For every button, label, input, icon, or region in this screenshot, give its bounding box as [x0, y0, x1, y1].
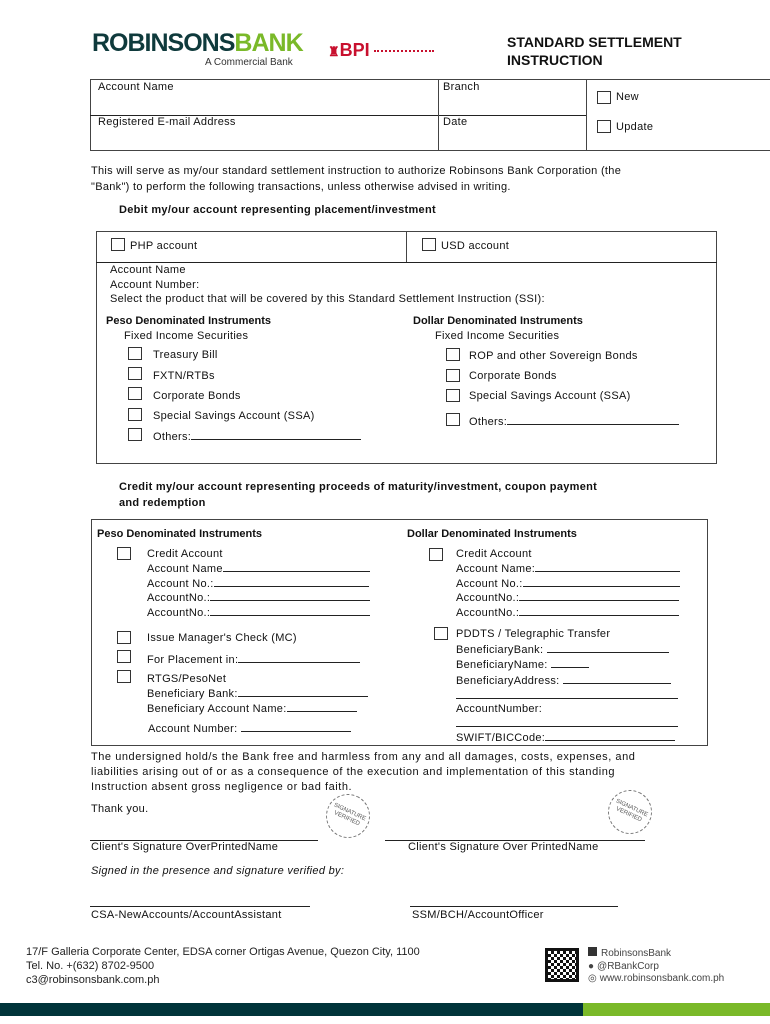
dollar-account-number[interactable]: AccountNumber:: [456, 703, 543, 715]
bpi-logo: ♜BPI: [328, 39, 434, 63]
product-label: Special Savings Account (SSA): [153, 410, 315, 422]
placement-field[interactable]: For Placement in:: [147, 653, 360, 666]
footer-bar-green: [583, 1003, 770, 1016]
update-label: Update: [616, 121, 654, 133]
social-links: [588, 947, 724, 986]
twitter-link[interactable]: @RBankCorp: [597, 960, 659, 972]
update-checkbox[interactable]: [597, 120, 611, 133]
ssm-label: SSM/BCH/AccountOfficer: [412, 909, 544, 921]
debit-dollar-title: Dollar Denominated Instruments: [413, 315, 583, 327]
footer-address: 17/F Galleria Corporate Center, EDSA corner Ortigas Avenue, Quezon City, 1100 Tel. No. +(632) 8702-9500 c3@robinsonsbank.com.ph: [26, 946, 420, 986]
client-signature-label: Client's Signature OverPrintedName: [91, 841, 279, 853]
email-field[interactable]: Registered E-mail Address: [98, 116, 236, 128]
debit-heading: Debit my/our account representing placement/investment: [119, 204, 436, 216]
new-checkbox[interactable]: [597, 91, 611, 104]
peso-credit-account-fields[interactable]: Credit Account Account Name Account No.: AccountNo.: AccountNo.:: [147, 547, 370, 621]
product-label: Treasury Bill: [153, 349, 218, 361]
dollar-credit-account-checkbox[interactable]: [429, 548, 443, 561]
debit-dollar-subtitle: Fixed Income Securities: [435, 330, 560, 342]
usd-account-checkbox[interactable]: [422, 238, 436, 251]
logo-accent: BANK: [234, 29, 303, 57]
page-title: STANDARD SETTLEMENT INSTRUCTION: [507, 34, 682, 68]
signed-presence-text: Signed in the presence and signature verified by:: [91, 865, 345, 877]
dollar-ssa-checkbox[interactable]: [446, 389, 460, 402]
managers-check-checkbox[interactable]: [117, 631, 131, 644]
peso-others-checkbox[interactable]: [128, 428, 142, 441]
product-label: ROP and other Sovereign Bonds: [469, 350, 638, 362]
account-name-field[interactable]: Account Name: [98, 81, 174, 93]
signature-verified-stamp: SIGNATURE VERIFIED: [601, 783, 659, 841]
intro-text: This will serve as my/our standard settlement instruction to authorize Robinsons Bank Corporation (the "Bank") to perform the following transactions, unless otherwise advised in writing.: [91, 165, 622, 193]
rop-checkbox[interactable]: [446, 348, 460, 361]
facebook-link[interactable]: RobinsonsBank: [601, 948, 672, 959]
date-field[interactable]: Date: [443, 116, 468, 128]
client-signature-label: Client's Signature Over PrintedName: [408, 841, 599, 853]
website-link[interactable]: www.robinsonsbank.com.ph: [599, 973, 725, 984]
credit-dollar-title: Dollar Denominated Instruments: [407, 528, 577, 540]
logo-main: ROBINSONS: [92, 29, 235, 57]
product-label: Special Savings Account (SSA): [469, 390, 631, 402]
pddts-checkbox[interactable]: [434, 627, 448, 640]
thank-you-text: Thank you.: [91, 803, 149, 815]
debit-peso-subtitle: Fixed Income Securities: [124, 330, 249, 342]
disclaimer-text: The undersigned hold/s the Bank free and harmless from any and all damages, costs, expenses, and liabilities arising out of or as a consequence of the execution and implementation of this standing Instruction absent gross negligence or bad faith.: [91, 751, 636, 793]
php-account-checkbox[interactable]: [111, 238, 125, 251]
branch-field[interactable]: Branch: [443, 81, 480, 93]
csa-label: CSA-NewAccounts/AccountAssistant: [91, 909, 282, 921]
rtgs-fields[interactable]: RTGS/PesoNet Beneficiary Bank: Beneficiary Account Name:: [147, 672, 368, 717]
pddts-fields[interactable]: PDDTS / Telegraphic Transfer BeneficiaryBank: BeneficiaryName: BeneficiaryAddress:: [456, 627, 671, 689]
signature-verified-stamp: SIGNATURE VERIFIED: [319, 787, 377, 845]
facebook-icon: [588, 947, 597, 956]
product-label: FXTN/RTBs: [153, 370, 215, 382]
peso-others-field[interactable]: Others:: [153, 430, 361, 443]
dollar-credit-account-fields[interactable]: Credit Account Account Name: Account No.: AccountNo.: AccountNo.:: [456, 547, 680, 621]
twitter-icon: ●: [588, 960, 595, 972]
rtgs-checkbox[interactable]: [117, 670, 131, 683]
credit-peso-title: Peso Denominated Instruments: [97, 528, 263, 540]
fxtn-checkbox[interactable]: [128, 367, 142, 380]
globe-icon: ◎: [588, 973, 597, 984]
logo-subtitle: A Commercial Bank: [205, 57, 293, 68]
csa-signature-line[interactable]: [90, 906, 310, 907]
rtgs-account-number[interactable]: Account Number:: [148, 722, 351, 735]
ssm-signature-line[interactable]: [410, 906, 618, 907]
usd-account-label: USD account: [441, 240, 510, 252]
peso-ssa-checkbox[interactable]: [128, 408, 142, 421]
credit-heading: Credit my/our account representing proceeds of maturity/investment, coupon payment and redemption: [119, 481, 598, 509]
swift-field[interactable]: SWIFT/BICCode:: [456, 731, 675, 744]
footer-bar-dark: [0, 1003, 583, 1016]
managers-check-label: Issue Manager's Check (MC): [147, 632, 297, 644]
dollar-others-checkbox[interactable]: [446, 413, 460, 426]
treasury-bill-checkbox[interactable]: [128, 347, 142, 360]
robinsons-bank-logo: [92, 30, 303, 56]
dollar-corporate-bonds-checkbox[interactable]: [446, 369, 460, 382]
placement-checkbox[interactable]: [117, 650, 131, 663]
debit-account-details: Account Name Account Number:: [110, 264, 200, 291]
product-label: Corporate Bonds: [153, 390, 241, 402]
new-label: New: [616, 91, 639, 103]
dollar-others-field[interactable]: Others:: [469, 415, 679, 428]
peso-corporate-bonds-checkbox[interactable]: [128, 387, 142, 400]
php-account-label: PHP account: [130, 240, 198, 252]
debit-peso-title: Peso Denominated Instruments: [106, 315, 272, 327]
product-label: Corporate Bonds: [469, 370, 557, 382]
peso-credit-account-checkbox[interactable]: [117, 547, 131, 560]
select-product-text: Select the product that will be covered by this Standard Settlement Instruction (SSI):: [110, 293, 545, 305]
qr-code-icon: [545, 948, 579, 982]
